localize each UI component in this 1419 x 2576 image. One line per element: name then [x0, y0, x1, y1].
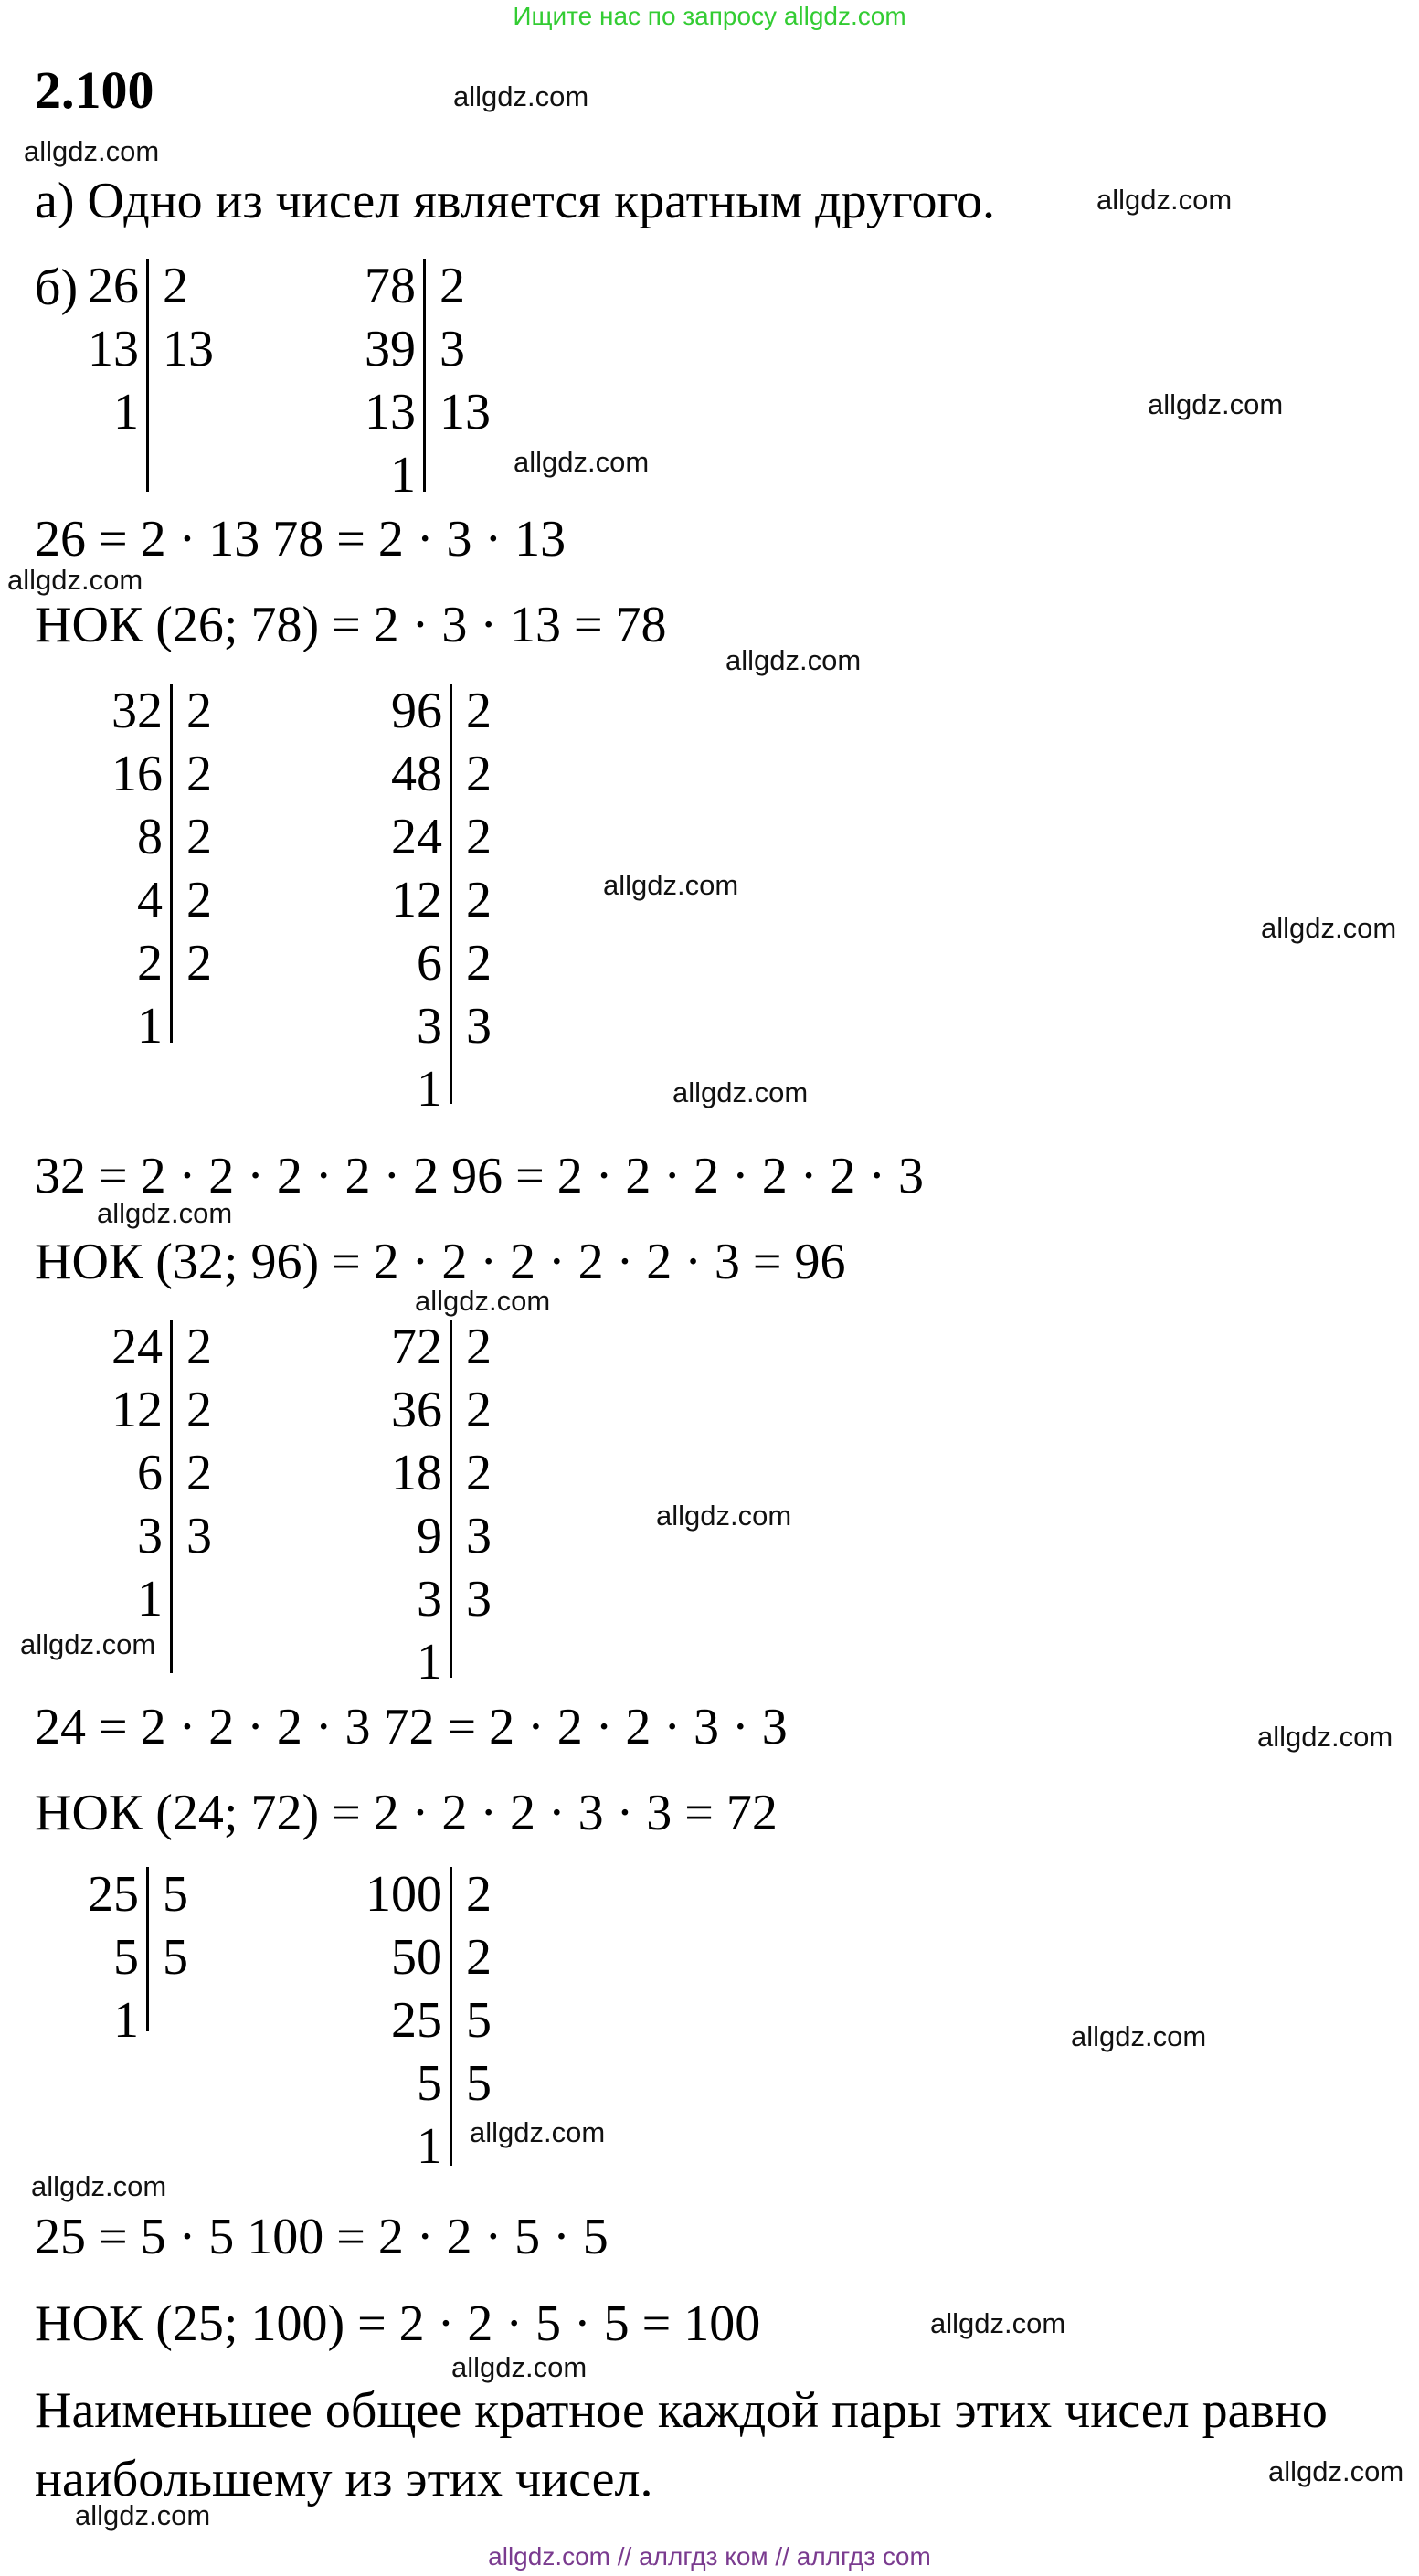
division-line — [450, 684, 452, 1104]
watermark[interactable]: allgdz.com — [672, 1076, 809, 1108]
divisor-value: 3 — [466, 1571, 492, 1627]
divisor-value: 2 — [466, 1866, 492, 1923]
divisor-value: 2 — [466, 872, 492, 928]
divisor-value: 2 — [186, 809, 212, 865]
watermark[interactable]: allgdz.com — [1261, 912, 1397, 944]
divisor-value: 5 — [163, 1929, 188, 1986]
division-line — [146, 259, 149, 492]
divisor-value: 2 — [466, 935, 492, 991]
dividend-value: 12 — [391, 872, 442, 928]
dividend-value: 1 — [390, 447, 416, 504]
watermark[interactable]: allgdz.com — [97, 1197, 233, 1229]
divisor-value: 2 — [466, 809, 492, 865]
dividend-value: 13 — [365, 384, 416, 440]
dividend-value: 4 — [137, 872, 163, 928]
divisor-value: 13 — [163, 321, 214, 377]
dividend-value: 18 — [391, 1445, 442, 1501]
dividend-value: 13 — [88, 321, 139, 377]
watermark[interactable]: allgdz.com — [514, 446, 650, 478]
factor-line-26-78: 26 = 2 · 13 78 = 2 · 3 · 13 — [35, 511, 567, 567]
watermark[interactable]: allgdz.com — [453, 80, 589, 112]
dividend-value: 72 — [391, 1319, 442, 1375]
dividend-value: 5 — [113, 1929, 139, 1986]
divisor-value: 2 — [466, 1382, 492, 1438]
part-a-text: а) Одно из чисел является кратным другого. — [35, 173, 996, 229]
dividend-value: 1 — [113, 384, 139, 440]
dividend-value: 3 — [417, 1571, 442, 1627]
watermark[interactable]: allgdz.com — [7, 564, 143, 596]
part-b-label: б) — [35, 260, 79, 316]
dividend-value: 50 — [391, 1929, 442, 1986]
dividend-value: 1 — [417, 1634, 442, 1691]
divisor-value: 2 — [466, 1445, 492, 1501]
divisor-value: 3 — [439, 321, 465, 377]
divisor-value: 2 — [439, 258, 465, 314]
divisor-value: 2 — [186, 746, 212, 802]
dividend-value: 2 — [137, 935, 163, 991]
conclusion-line-1: Наименьшее общее кратное каждой пары этих чисел равно — [35, 2382, 1328, 2439]
division-line — [450, 1867, 452, 2166]
divisor-value: 2 — [186, 935, 212, 991]
watermark[interactable]: allgdz.com — [20, 1628, 156, 1660]
divisor-value: 2 — [466, 683, 492, 739]
watermark[interactable]: allgdz.com — [656, 1500, 792, 1532]
divisor-value: 2 — [186, 872, 212, 928]
divisor-value: 2 — [466, 1319, 492, 1375]
dividend-value: 100 — [365, 1866, 442, 1923]
lcm-line-24-72: НОК (24; 72) = 2 · 2 · 2 · 3 · 3 = 72 — [35, 1785, 778, 1841]
dividend-value: 12 — [111, 1382, 163, 1438]
divisor-value: 13 — [439, 384, 491, 440]
watermark[interactable]: allgdz.com — [31, 2170, 167, 2202]
divisor-value: 3 — [466, 998, 492, 1055]
top-banner[interactable]: Ищите нас по запросу allgdz.com — [513, 2, 906, 30]
dividend-value: 3 — [417, 998, 442, 1055]
divisor-value: 2 — [466, 746, 492, 802]
divisor-value: 5 — [163, 1866, 188, 1923]
division-line — [450, 1320, 452, 1678]
division-line — [423, 259, 426, 492]
watermark[interactable]: allgdz.com — [1268, 2455, 1404, 2487]
factor-line-24-72: 24 = 2 · 2 · 2 · 3 72 = 2 · 2 · 2 · 3 · 3 — [35, 1699, 788, 1755]
dividend-value: 1 — [113, 1992, 139, 2049]
dividend-value: 1 — [417, 2118, 442, 2175]
dividend-value: 25 — [391, 1992, 442, 2049]
watermark[interactable]: allgdz.com — [470, 2116, 606, 2148]
watermark[interactable]: allgdz.com — [1071, 2020, 1207, 2052]
divisor-value: 3 — [186, 1508, 212, 1564]
divisor-value: 5 — [466, 1992, 492, 2049]
dividend-value: 39 — [365, 321, 416, 377]
dividend-value: 48 — [391, 746, 442, 802]
dividend-value: 1 — [417, 1061, 442, 1118]
lcm-line-25-100: НОК (25; 100) = 2 · 2 · 5 · 5 = 100 — [35, 2295, 761, 2352]
dividend-value: 9 — [417, 1508, 442, 1564]
dividend-value: 1 — [137, 998, 163, 1055]
factor-line-32-96: 32 = 2 · 2 · 2 · 2 · 2 96 = 2 · 2 · 2 · 2 · 2 · 3 — [35, 1148, 924, 1204]
division-line — [146, 1867, 149, 2031]
dividend-value: 3 — [137, 1508, 163, 1564]
dividend-value: 26 — [88, 258, 139, 314]
watermark[interactable]: allgdz.com — [75, 2499, 211, 2531]
divisor-value: 2 — [186, 1382, 212, 1438]
dividend-value: 5 — [417, 2055, 442, 2112]
watermark[interactable]: allgdz.com — [930, 2307, 1066, 2339]
divisor-value: 2 — [466, 1929, 492, 1986]
conclusion-line-2: наибольшему из этих чисел. — [35, 2451, 653, 2507]
dividend-value: 36 — [391, 1382, 442, 1438]
dividend-value: 96 — [391, 683, 442, 739]
dividend-value: 6 — [137, 1445, 163, 1501]
dividend-value: 16 — [111, 746, 163, 802]
watermark[interactable]: allgdz.com — [1257, 1721, 1393, 1753]
dividend-value: 24 — [391, 809, 442, 865]
division-line — [170, 1320, 173, 1673]
lcm-line-32-96: НОК (32; 96) = 2 · 2 · 2 · 2 · 2 · 3 = 96 — [35, 1234, 846, 1290]
divisor-value: 5 — [466, 2055, 492, 2112]
divisor-value: 3 — [466, 1508, 492, 1564]
division-line — [170, 684, 173, 1043]
dividend-value: 1 — [137, 1571, 163, 1627]
divisor-value: 2 — [186, 1319, 212, 1375]
divisor-value: 2 — [186, 683, 212, 739]
divisor-value: 2 — [186, 1445, 212, 1501]
dividend-value: 32 — [111, 683, 163, 739]
dividend-value: 6 — [417, 935, 442, 991]
watermark[interactable]: allgdz.com — [1148, 388, 1284, 420]
watermark[interactable]: allgdz.com — [1096, 184, 1233, 216]
lcm-line-26-78: НОК (26; 78) = 2 · 3 · 13 = 78 — [35, 597, 667, 653]
watermark[interactable]: allgdz.com — [725, 644, 862, 676]
watermark[interactable]: allgdz.com — [24, 135, 160, 167]
factor-line-25-100: 25 = 5 · 5 100 = 2 · 2 · 5 · 5 — [35, 2209, 609, 2265]
watermark[interactable]: allgdz.com — [451, 2351, 588, 2383]
dividend-value: 8 — [137, 809, 163, 865]
dividend-value: 24 — [111, 1319, 163, 1375]
watermark[interactable]: allgdz.com — [415, 1285, 551, 1317]
bottom-banner[interactable]: allgdz.com // аллгдз ком // аллгдз com — [488, 2542, 931, 2571]
watermark[interactable]: allgdz.com — [603, 869, 739, 901]
divisor-value: 2 — [163, 258, 188, 314]
dividend-value: 25 — [88, 1866, 139, 1923]
dividend-value: 78 — [365, 258, 416, 314]
task-number: 2.100 — [35, 60, 154, 120]
